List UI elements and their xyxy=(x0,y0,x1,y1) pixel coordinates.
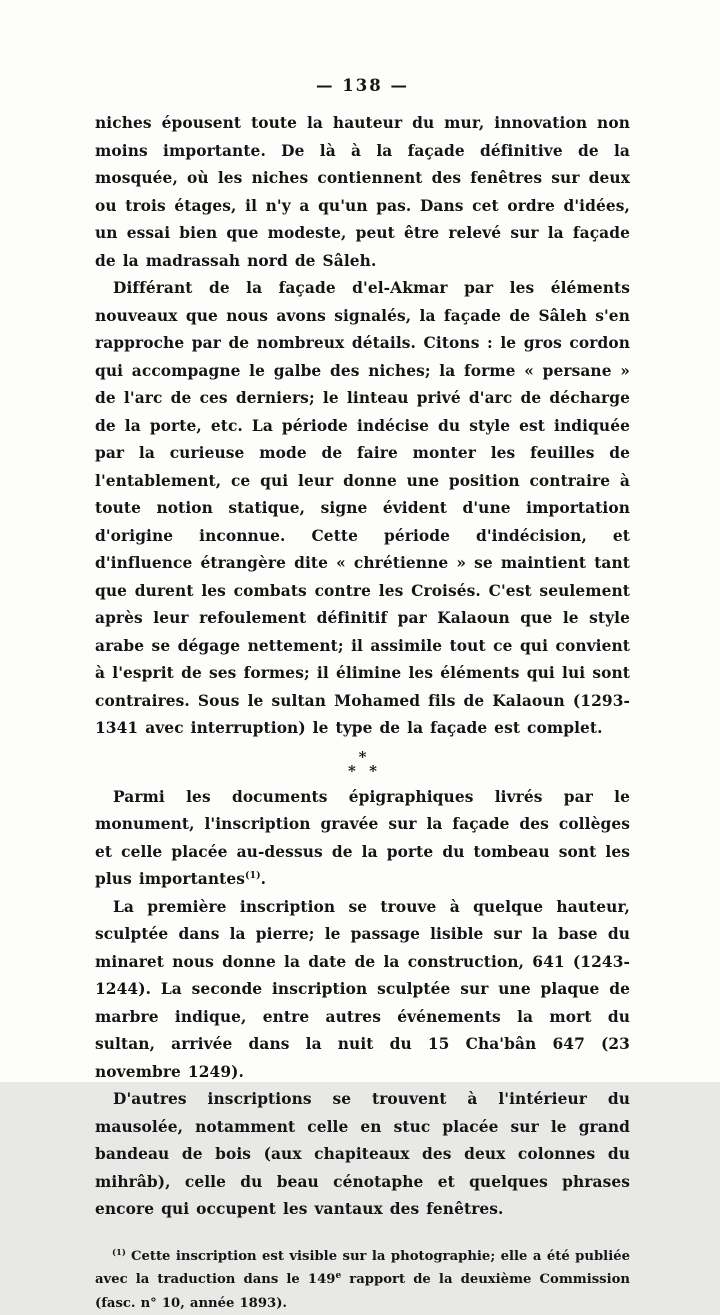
footnote-reference-marker: (1) xyxy=(245,870,261,881)
paragraph-niches-facade: niches épousent toute la hauteur du mur, innovation non moins importante. De là à la façade définitive de la mosquée, où les niches contiennent des fenêtres sur deux ou trois étages, il n'y a qu'un pas. Dans cet ordre d'idées, un essai bien que modeste, peut être relevé sur la façade de la madrassah nord de Sâleh. xyxy=(95,110,630,275)
paragraph-autres-inscriptions: D'autres inscriptions se trouvent à l'intérieur du mausolée, notamment celle en stuc placée sur le grand bandeau de bois (aux chapiteaux des deux colonnes du mihrâb), celle du beau cénotaphe et quelques phrases encore qui occupent les vantaux des fenêtres. xyxy=(95,1086,630,1224)
page-body xyxy=(95,110,630,1224)
footnote-ordinal-superscript: e xyxy=(335,1271,341,1281)
paragraph-differant-el-akmar: Différant de la façade d'el-Akmar par les éléments nouveaux que nous avons signalés, la façade de Sâleh s'en rapproche par de nombreux détails. Citons : le gros cordon qui accompagne le galbe des niches; la forme « persane » de l'arc de ces derniers; le linteau privé d'arc de décharge de la porte, etc. La période indécise du style est indiquée par la curieuse mode de faire monter les feuilles de l'entablement, ce qui leur donne une position contraire à toute notion statique, signe évident d'une importation d'origine inconnue. Cette période d'indécision, et d'influence étrangère dite « chrétienne » se maintient tant que durent les combats contre les Croisés. C'est seulement après leur refoulement définitif par Kalaoun que le style arabe se dégage nettement; il assimile tout ce qui convient à l'esprit de ses formes; il élimine les éléments qui lui sont contraires. Sous le sultan Mohamed fils de Kalaoun (1293-1341 avec interruption) le type de la façade est complet. xyxy=(95,275,630,743)
page-header xyxy=(95,76,630,95)
footnote xyxy=(95,1245,630,1315)
footnote-number-marker: (1) xyxy=(112,1248,126,1258)
paragraph-documents-epigraphiques xyxy=(95,784,630,894)
footnote-text-end: rapport de la deuxième Commission (fasc. n° 10, année 1893). xyxy=(95,1272,630,1311)
paragraph-premiere-inscription: La première inscription se trouve à quelque hauteur, sculptée dans la pierre; le passage lisible sur la base du minaret nous donne la date de la construction, 641 (1243-1244). La seconde inscription sculptée sur une plaque de marbre indique, entre autres événements la mort du sultan, arrivée dans la nuit du 15 Cha'bân 647 (23 novembre 1249). xyxy=(95,894,630,1087)
page-number: — 138 — xyxy=(316,76,409,95)
paragraph-text: Parmi les documents épigraphiques livrés par le monument, l'inscription gravée sur la façade des collèges et celle placée au-dessus de la porte du tombeau sont les plus importantes xyxy=(95,788,630,889)
asterisk-pair: * * xyxy=(99,764,630,778)
footnote-text-start: Cette inscription est visible sur la photographie; elle a été publiée avec la traduction dans le 149 xyxy=(95,1249,630,1288)
asterisk-top: * xyxy=(95,750,630,764)
section-separator-asterisks xyxy=(95,750,630,778)
paragraph-suffix: . xyxy=(261,870,266,888)
